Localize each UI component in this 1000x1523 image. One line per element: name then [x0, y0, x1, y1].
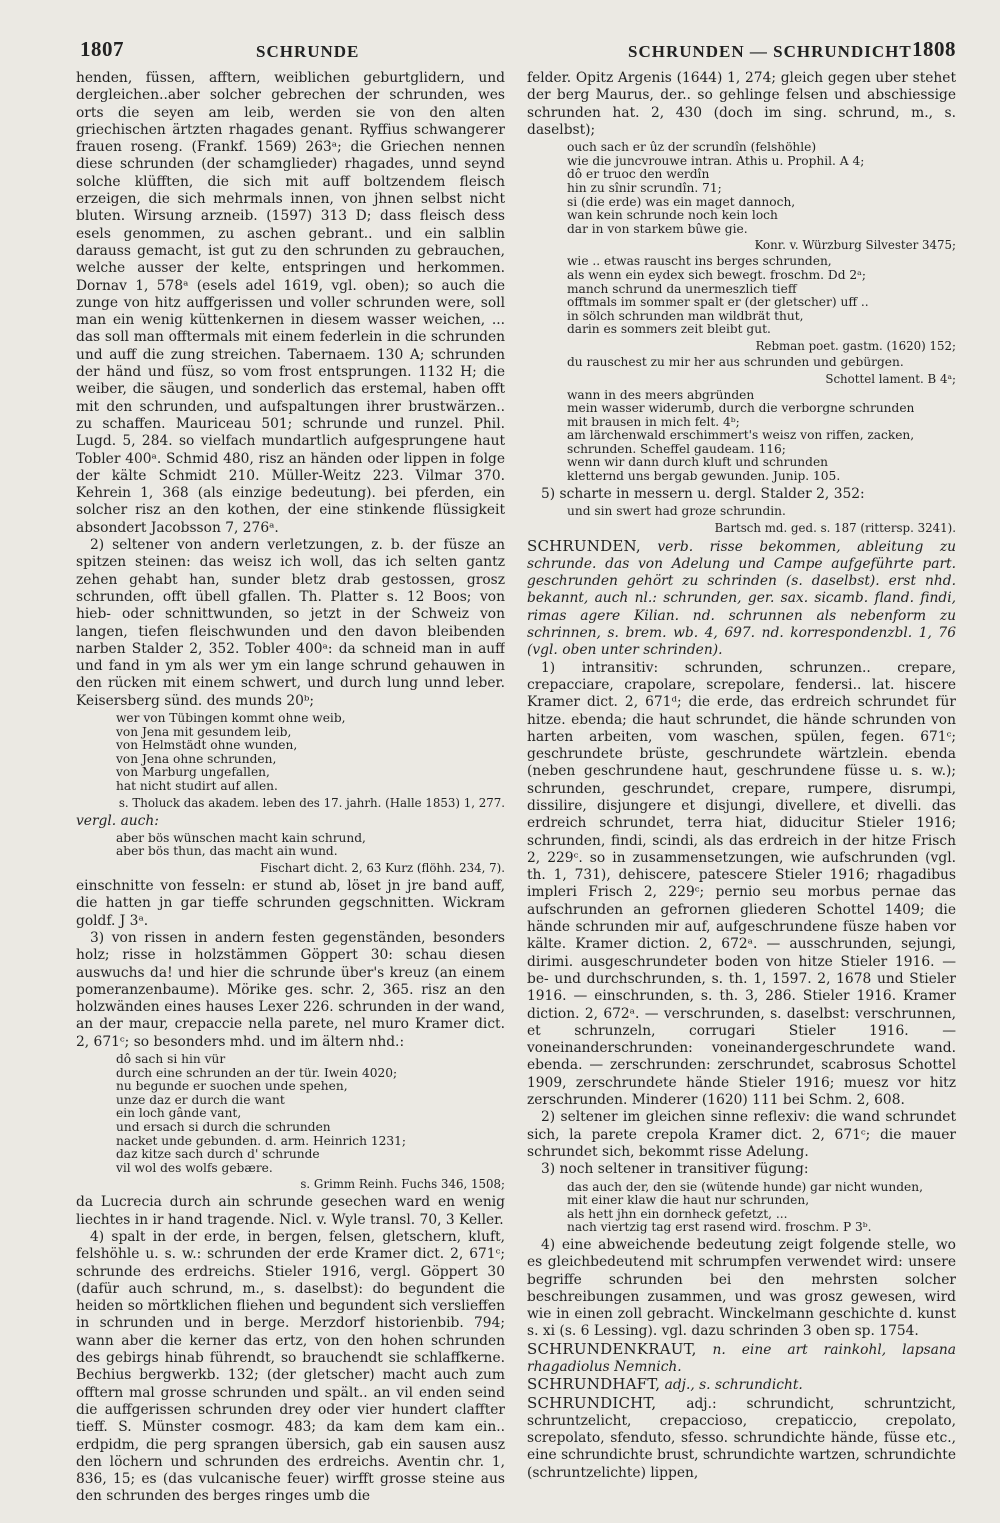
paragraph: felder. Opitz Argenis (1644) 1, 274; gleich gegen uber stehet der berg Maurus, der.. so gehlinge felsen und abschiessige schrunden hat. 2, 430 (doch im sing. schrund, m., s. daselbst); — [527, 70, 956, 138]
citation: Schottel lament. B 4ᵃ; — [825, 371, 956, 386]
verse-line: hat nicht studirt auf allen. — [116, 778, 278, 793]
citation: Rebman poet. gastm. (1620) 152; — [755, 338, 956, 353]
verse-line: wie .. etwas rauscht ins berges schrunden, — [567, 254, 832, 269]
paragraph: 5) scharte in messern u. dergl. Stalder 2, 352: — [541, 485, 865, 502]
verse-line: kletternd uns bergab gewunden. Junip. 105. — [567, 469, 841, 484]
lemma-headword: SCHRUNDEN, — [527, 536, 641, 555]
verse-line: schrunden. Scheffel gaudeam. 116; — [567, 441, 786, 456]
verse-line: mein wasser widerumb, durch die verborgne schrunden — [567, 401, 915, 416]
running-head-right: SCHRUNDEN — SCHRUNDICHT — [628, 42, 912, 61]
verse-line: wer von Tübingen kommt ohne weib, — [116, 710, 346, 725]
verse-line: offtmals im sommer spalt er (der gletscher) uff .. — [567, 295, 869, 310]
verse-line: als hett jhn ein dornheck gefetzt, ... — [567, 1206, 788, 1221]
verse-line: und ersach si durch die schrunden — [116, 1119, 331, 1134]
verse-line: wan kein schrunde noch kein loch — [567, 208, 778, 223]
verse-line: dô sach si hin vür — [116, 1052, 226, 1066]
paragraph: henden, füssen, afftern, weiblichen geburtglidern, und dergleichen..aber solcher gebrechen der schrunden, wes orts die seyen am leib, werden sie von den alten griechischen ärtzten rhagades genant. Ryffius schwangerer frauen roseng. (Frankf. 1569) 263ᵃ; die Griechen nennen diese schrunden (der schamglieder) rhagades, unnd seynd solche klüfften, die sich mit auff boltzendem fleisch erzeigen, die sich mehrmals innen, von jhnen selbst nicht bluten. Wirsung arzneib. (1597) 313 D; dass fleisch dess esels genommen, zu aschen gebrant.. und ein salblin darauss gemacht, ist gut zu den schrunden zu gebrauchen, welche ausser der kelte, entspringen und herkommen. Dornav 1, 578ᵃ (esels adel 1619, vgl. oben); so auch die zunge von hitz auffgerissen und voller schrunden were, soll man ein wenig küttenkernen in diesem wasser weichen, ... das soll man offtermals mit einem federlein in die schrunden und auff die zung streichen. Tabernaem. 130 A; schrunden der händ und füsz, so vom frost entsprungen. 1132 H; die weiber, die säugen, und sonderlich das erstemal, haben offt mit den schrunden, und aufspaltungen ihrer brustwärzen.. zu schaffen. Mauriceau 501; schrunde und runzel. Phil. Lugd. 5, 284. so vielfach mundartlich aufgesprungene haut Tobler 400ᵃ. Schmid 480, risz an händen oder lippen in folge der kälte Schmidt 210. Müller-Weitz 223. Vilmar 370. Kehrein 1, 368 (als einzige bedeutung). bei pferden, ein solcher risz an den kothen, der eine stinkende flüssigkeit absondert Jacobsson 7, 276ᵃ. — [76, 70, 505, 536]
paragraph: 2) seltener im gleichen sinne reflexiv: die wand schrundet sich, la parete crepola Kramer dict. 2, 671ᶜ; die mauer schrundet sich, bekommt risse Adelung. — [527, 1109, 956, 1160]
verse-line: nacket unde gebunden. d. arm. Heinrich 1231; — [116, 1133, 406, 1148]
page-header — [76, 28, 956, 62]
paragraph: da Lucrecia durch ain schrunde gesechen ward en wenig liechtes in ir hand tragende. Nicl. v. Wyle transl. 70, 3 Keller. — [76, 1194, 505, 1228]
verse-block — [527, 141, 956, 236]
citation: Fischart dicht. 2, 63 Kurz (flöhh. 234, 7). — [260, 861, 505, 876]
verse-line: hin zu sînir scrundîn. 71; — [567, 180, 722, 195]
verse-line: ein loch gânde vant, — [116, 1106, 242, 1121]
entry-schrundenkraut — [527, 1341, 956, 1377]
citation: s. Tholuck das akadem. leben des 17. jahrh. (Halle 1853) 1, 277. — [118, 795, 505, 810]
verse-line: unze daz er durch die want — [116, 1092, 285, 1107]
verse-block — [76, 1053, 505, 1175]
page-number-left: 1807 — [80, 37, 124, 61]
citation: s. Grimm Reinh. Fuchs 346, 1508; — [300, 1177, 505, 1192]
lemma-headword: SCHRUNDHAFT, — [527, 1375, 661, 1394]
entry-body: adj.: schrundicht, schruntzicht, schruntzelicht, crepaccioso, crepaticcio, crepolato, screpolato, sfenduto, sfesso. schrundichte hände, füsse etc., eine schrundichte brust, schrundichte wartzen, schrundichte (schruntzelichte) lippen, — [527, 1395, 956, 1481]
paragraph — [76, 813, 505, 830]
verse-line: daz kitze sach durch d' schrunde — [116, 1147, 320, 1162]
lemma-headword: SCHRUNDENKRAUT, — [527, 1339, 697, 1358]
verse-line: wann in des meers abgründen — [567, 387, 755, 402]
citation: Bartsch md. ged. s. 187 (rittersp. 3241). — [714, 520, 956, 535]
verse-block — [76, 712, 505, 794]
verse-line: von Jena mit gesundem leib, — [116, 724, 292, 739]
verse-block — [527, 1181, 956, 1235]
verse-line: du rauschest zu mir her aus schrunden und gebürgen. — [567, 354, 904, 369]
verse-line: nu begunde er suochen unde spehen, — [116, 1079, 348, 1094]
verse-line: ouch sach er ûz der scrundîn (felshöhle) — [567, 140, 817, 155]
verse-line: mit brausen in mich felt. 4ᵇ; — [567, 414, 740, 429]
verse-line: darin es sommers zeit bleibt gut. — [567, 322, 771, 337]
paragraph: 3) von rissen in andern festen gegenständen, besonders holz; risse in holzstämmen Göppert 30: schau diesen auswuchs da! und hier die schrunde über's kreuz (an einem pomeranzenbaume). Mörike ges. schr. 2, 365. risz an den holzwänden eines hauses Lexer 226. schrunden in der wand, an der maur, crepaccie nella parete, nel muro Kramer dict. 2, 671ᶜ; so besonders mhd. und im ältern nhd.: — [76, 929, 505, 1050]
verse-line: manch schrund da unermeszlich tieff — [567, 281, 797, 296]
verse-line: von Helmstädt ohne wunden, — [116, 738, 298, 753]
verse-line: si (die erde) was ein maget dannoch, — [567, 194, 796, 209]
verse-line: wie die juncvrouwe intran. Athis u. Prophil. A 4; — [567, 153, 865, 168]
running-head-left: SCHRUNDE — [256, 42, 360, 61]
paragraph: 3) noch seltener in transitiver fügung: — [541, 1161, 809, 1178]
entry-schrundhaft — [527, 1376, 956, 1394]
verse-line: dô er truoc den werdîn — [567, 167, 710, 182]
citation: Konr. v. Würzburg Silvester 3475; — [754, 238, 956, 253]
paragraph: 4) eine abweichende bedeutung zeigt folgende stelle, wo es gleichbedeutend mit schrumpfen verwendet wird: unsere begriffe schrunden bei den mehrsten solcher beschreibungen zusammen, und was grosz gewesen, wird wie in einen zoll gebracht. Winckelmann geschichte d. kunst s. xi (s. 6 Lessing). vgl. dazu schrinden 3 oben sp. 1754. — [527, 1236, 956, 1340]
verse-block — [527, 255, 956, 337]
verse-line: durch eine schrunden an der tür. Iwein 4020; — [116, 1065, 398, 1080]
verse-line: das auch der, den sie (wütende hunde) gar nicht wunden, — [567, 1179, 923, 1194]
verse-line: in sölch schrunden man wildbrät thut, — [567, 308, 804, 323]
verse-block — [527, 356, 956, 370]
verse-line: vil wol des wolfs gebære. — [116, 1160, 273, 1175]
verse-line: von Jena ohne schrunden, — [116, 751, 277, 766]
verse-line: aber bös wünschen macht kain schrund, — [116, 830, 366, 845]
entry-body: n. eine art rainkohl, lapsana rhagadiolus Nemnich. — [527, 1341, 956, 1375]
entry-body: adj., s. schrundicht. — [664, 1377, 803, 1394]
italic-note: vergl. auch: — [76, 812, 159, 829]
verse-block — [527, 389, 956, 484]
verse-line: als wenn ein eydex sich bewegt. froschm. Dd 2ᵃ; — [567, 267, 866, 282]
page-number-right: 1808 — [912, 37, 956, 61]
verse-line: wenn wir dann durch kluft und schrunden — [567, 455, 829, 470]
entry-body: verb. risse bekommen, ableitung zu schrunde. das von Adelung und Campe aufgeführte part. geschrunden gehört zu schrinden (s. daselbst). erst nhd. bekannt, auch nl.: schrunden, ger. sax. sicamb. fland. findi, rimas agere Kilian. nd. schrunnen als nebenform zu schrinnen, s. brem. wb. 4, 697. nd. korrespondenzbl. 1, 76 (vgl. oben unter schrinden). — [527, 538, 956, 659]
verse-line: von Marburg ungefallen, — [116, 765, 270, 780]
lemma-headword: SCHRUNDICHT, — [527, 1393, 657, 1412]
verse-line: und sin swert had groze schrundin. — [567, 503, 786, 518]
entry-schrundicht — [527, 1395, 956, 1482]
left-column — [76, 70, 505, 1515]
right-column — [527, 70, 956, 1515]
verse-line: dar in von starkem bûwe gie. — [567, 221, 748, 236]
paragraph: einschnitte von fesseln: er stund ab, löset jn jre band auff, die hatten jn gar tieffe schrunden gegschnitten. Wickram goldf. J 3ᵃ. — [76, 878, 505, 929]
entry-schrunden — [527, 538, 956, 660]
verse-line: nach viertzig tag erst rasend wird. froschm. P 3ᵇ. — [567, 1220, 872, 1235]
paragraph: 4) spalt in der erde, in bergen, felsen, gletschern, kluft, felshöhle u. s. w.: schrunden der erde Kramer dict. 2, 671ᶜ; schrunde des erdreichs. Stieler 1916, vergl. Göppert 30 (dafür auch schrund, m., s. daselbst): do begundent die heiden so mörtklichen fliehen und begundent sich verslieffen in schrunden und in berge. Merzdorf historienbib. 794; wann aber die kerner das ertz, von den hohen schrunden des gebirgs hinab führendt, so brauchendt sie schlaffkerne. Bechius bergwerkb. 132; (der gletscher) macht auch zum offtern mal grosse schrunden und spält.. an vil enden seind die auffgerissen schrunden drey oder vier hundert claffter tieff. S. Münster cosmogr. 483; da kam dem kam ein.. erdpidm, die perg sprangen übersich, gab ein sausen ausz den löchern und schrunden des erdreichs. Aventin chr. 1, 836, 15; es (das vulcanische feuer) wirfft grosse steine aus den schrunden des berges ringes umb die — [76, 1228, 505, 1505]
verse-block — [527, 505, 956, 519]
verse-line: aber bös thun, das macht ain wund. — [116, 844, 338, 859]
verse-block — [76, 832, 505, 859]
paragraph: 2) seltener von andern verletzungen, z. b. der füsze an spitzen steinen: das weisz ich woll, das ich selten gantz zehen gehabt han, sunder bletz drab gestossen, grosz schrunden, offt übell gfallen. Th. Platter s. 12 Boos; von hieb- oder schnittwunden, so jetzt in der Schweiz von langen, tiefen fleischwunden und den davon bleibenden narben Stalder 2, 352. Tobler 400ᵃ: da schneid man in auff und fand in ym als wer ym ein lange schrund gehauwen in den rücken mit einem schwert, und durch lung unnd leber. Keisersberg sünd. des munds 20ᵇ; — [76, 537, 505, 709]
paragraph: 1) intransitiv: schrunden, schrunzen.. crepare, crepacciare, crapolare, screpolare, fendersi.. lat. hiscere Kramer dict. 2, 671ᵈ; die erde, das erdreich schrundet für hitze. ebenda; die haut schrundet, die hände schrunden von harten arbeiten, vom waschen, spülen, fegen. 671ᶜ; geschrundete brüste, geschrundete wärtzlein. ebenda (neben geschrundene haut, geschrundene füsse u. s. w.); schrunden, geschrundet, crepare, rumpere, disrumpi, dissilire, disjungere et disjungi, divellere, et divelli. das erdreich schrundet, terra hiat, diducitur Stieler 1916; schrunden, findi, scindi, als das erdreich in der hitze Frisch 2, 229ᶜ. so in zusammensetzungen, wie aufschrunden (vgl. th. 1, 731), dehiscere, patescere Stieler 1916; rhagadibus impleri Frisch 2, 229ᶜ; pernio seu morbus pernae das aufschrunden an gefrornen gliederen Schottel 1409; die hände schrunden mir auf, aufgeschrundene füsze haben vor kälte. Kramer diction. 2, 672ᵃ. — ausschrunden, sejungi, dirimi. ausgeschrundeter boden von hitze Stieler 1916. — be- und durchschrunden, s. th. 1, 1597. 2, 1678 und Stieler 1916. — einschrunden, s. th. 3, 286. Stieler 1916. Kramer diction. 2, 672ᵃ. — verschrunden, s. daselbst: verschrunnen, et schrunzeln, corrugari Stieler 1916. — voneinanderschrunden: voneinandergeschrundete wand. ebenda. — zerschrunden: zerschrundet, scabrosus Schottel 1909, zerschrundete hände Stieler 1916; muesz vor hitz zerschrunden. Minderer (1620) 111 bei Schm. 2, 608. — [527, 659, 956, 1109]
verse-line: mit einer klaw die haut nur schrunden, — [567, 1193, 810, 1208]
verse-line: am lärchenwald erschimmert's weisz von riffen, zacken, — [567, 428, 915, 443]
